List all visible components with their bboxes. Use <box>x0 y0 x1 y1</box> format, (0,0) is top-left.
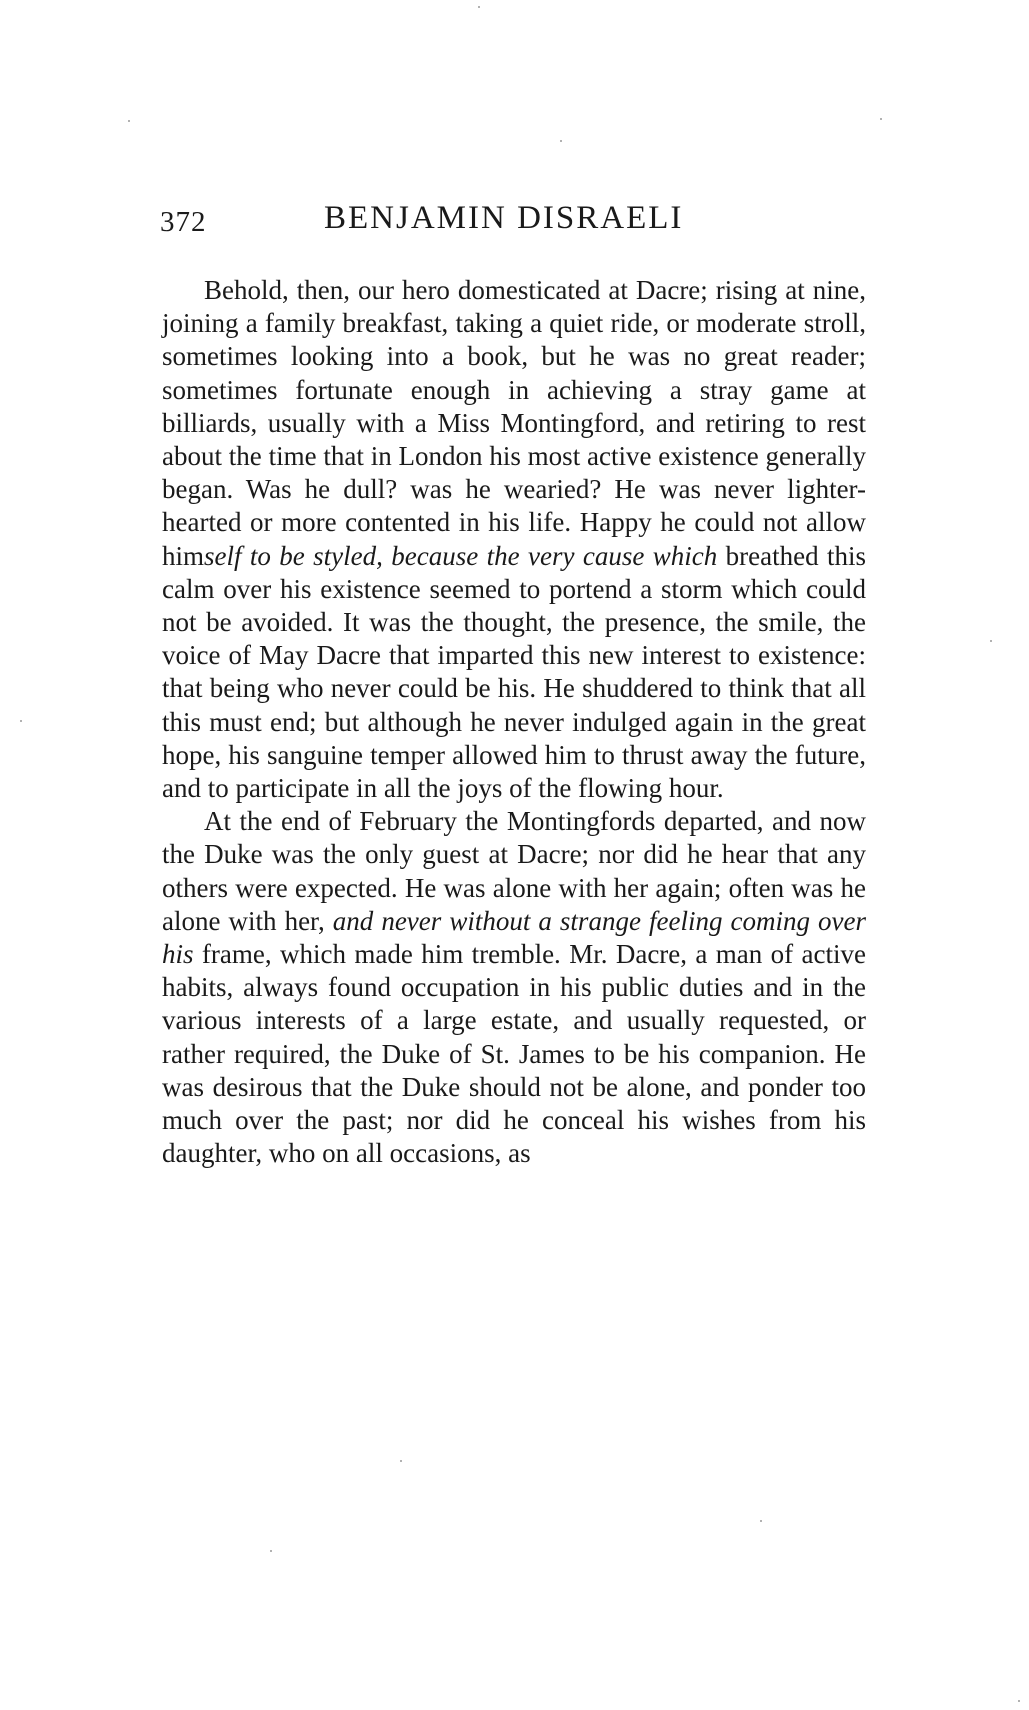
body-text <box>162 274 866 1170</box>
paragraph-1-text-a: Behold, then, our hero domesticated at Dacre; rising at nine, joining a family breakfast, taking a quiet ride, or moderate stroll, sometimes looking into a book, but he was no great reader; sometimes fortunate enough in achieving a stray game at billiards, usually with a Miss Montingford, and retiring to rest about the time that in London his most active existence generally began. Was he dull? was he wearied? He was never lighter-hearted or more contented in his life. Happy he could not allow him <box>162 275 866 571</box>
paragraph-2-text-c: frame, which made him tremble. Mr. Dacre, a man of active habits, always found occupation in his public duties and in the various interests of a large estate, and usually requested, or rather required, the Duke of St. James to be his companion. He was desirous that the Duke should not be alone, and ponder too much over the past; nor did he conceal his wishes from his daughter, who on all occasions, as <box>162 939 866 1169</box>
scan-speck <box>270 1550 272 1552</box>
scan-speck <box>20 720 22 722</box>
scan-speck <box>760 1520 762 1522</box>
paragraph-2-italic-text: and never without a strange feeling coming over his <box>162 905 866 970</box>
scan-speck <box>478 6 480 8</box>
running-head <box>160 200 860 250</box>
running-title: BENJAMIN DISRAELI <box>324 200 684 236</box>
paragraph-2-text-a: At the end of February the Montingfords departed, and now the Duke was the only guest at Dacre; nor did he hear that any others were expected. He was alone with her again; often was he alone with her, <box>162 806 866 936</box>
paragraph-1-text-c: breathed this calm over his existence seemed to portend a storm which could not be avoided. It was the thought, the presence, the smile, the voice of May Dacre that imparted this new interest to existence: that being who never could be his. He shuddered to think that all this must end; but although he never indulged again in the great hope, his sanguine temper allowed him to thrust away the future, and to participate in all the joys of the flowing hour. <box>162 540 866 804</box>
scan-speck <box>128 120 130 122</box>
scan-speck <box>1018 1700 1020 1702</box>
scan-speck <box>990 640 992 642</box>
page-number: 372 <box>160 206 207 238</box>
paragraph-2 <box>162 805 866 1170</box>
scan-speck <box>560 140 562 142</box>
scan-speck <box>400 1460 402 1462</box>
paragraph-1-italic-text: self to be styled, because the very cause which <box>204 540 718 571</box>
scan-speck <box>880 118 882 120</box>
paragraph-1 <box>162 274 866 805</box>
